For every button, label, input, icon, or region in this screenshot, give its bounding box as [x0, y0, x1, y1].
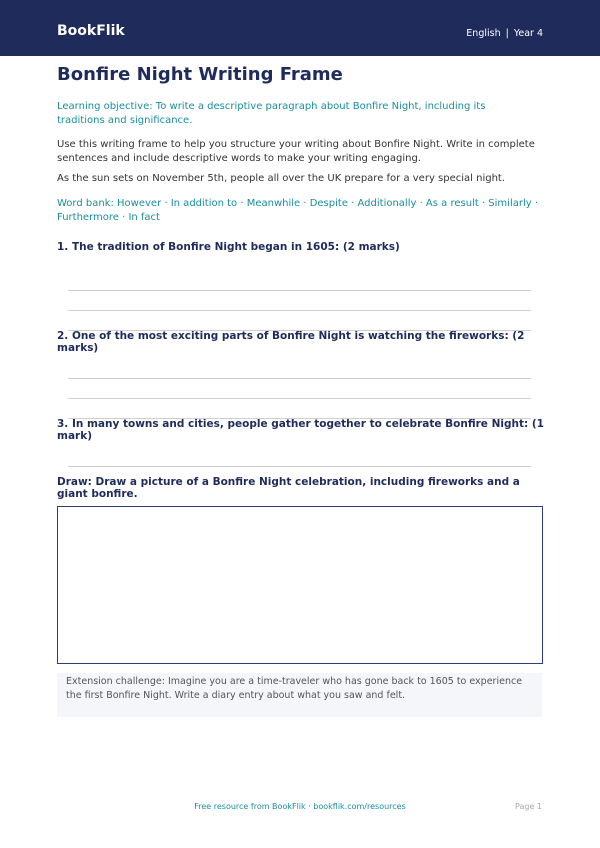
footer-credit: Free resource from BookFlik · bookflik.com/resources: [194, 802, 406, 811]
question-3: 3. In many towns and cities, people gather together to celebrate Bonfire Night: (1 mark): [57, 418, 544, 442]
answer-line[interactable]: [68, 398, 531, 399]
answer-line[interactable]: [68, 378, 531, 379]
question-2: 2. One of the most exciting parts of Bonfire Night is watching the fireworks: (2 marks): [57, 330, 525, 354]
year-label: Year 4: [513, 28, 543, 39]
page-number: Page 1: [515, 802, 542, 811]
answer-line[interactable]: [68, 310, 531, 311]
header-bar: [0, 0, 600, 56]
extension-challenge: Extension challenge: Imagine you are a time-traveler who has gone back to 1605 to experience the first Bonfire Night. Write a diary entry about what you saw and felt.: [57, 673, 542, 717]
word-bank: Word bank: However · In addition to · Meanwhile · Despite · Additionally · As a result · Similarly · Furthermore · In fact: [57, 198, 539, 223]
answer-line[interactable]: [68, 290, 531, 291]
subject-label: [466, 28, 543, 39]
question-1: 1. The tradition of Bonfire Night began in 1605: (2 marks): [57, 241, 400, 253]
learning-objective: Learning objective: To write a descriptive paragraph about Bonfire Night, including its traditions and significance.: [57, 101, 486, 126]
drawing-box[interactable]: [57, 506, 543, 664]
sentence-starter: As the sun sets on November 5th, people all over the UK prepare for a very special night.: [57, 173, 506, 184]
brand-logo: BookFlik: [57, 23, 125, 39]
draw-prompt: Draw: Draw a picture of a Bonfire Night celebration, including fireworks and a giant bonfire.: [57, 476, 520, 500]
page-title: Bonfire Night Writing Frame: [57, 64, 343, 85]
subject-name: English: [466, 28, 501, 39]
subject-separator: |: [505, 28, 509, 39]
answer-line[interactable]: [68, 466, 531, 467]
intro-text: Use this writing frame to help you structure your writing about Bonfire Night. Write in complete sentences and include descriptive words to make your writing engaging.: [57, 139, 535, 164]
